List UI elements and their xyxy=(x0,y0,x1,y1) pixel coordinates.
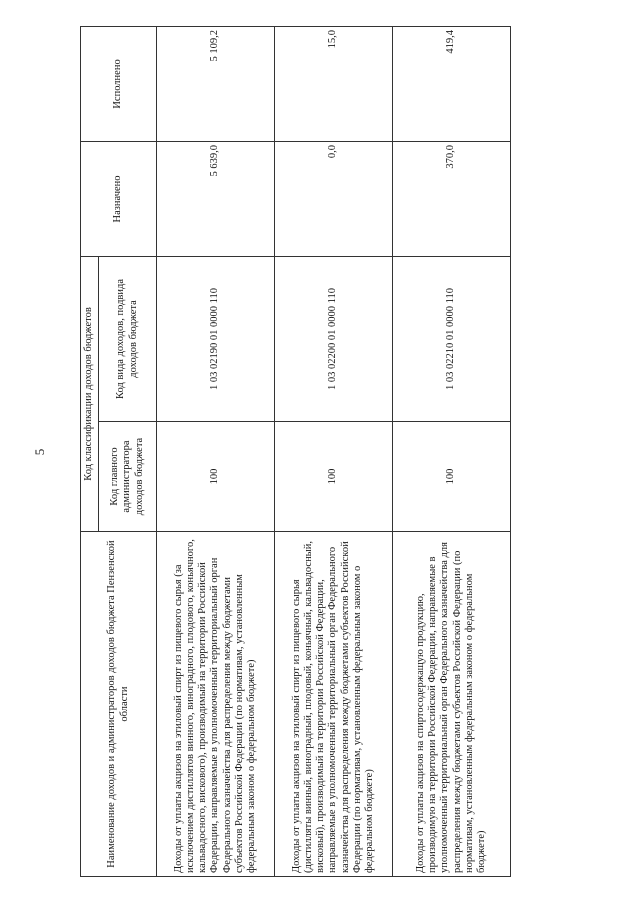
row-income-code: 1 03 02200 01 0000 110 xyxy=(275,256,393,421)
header-executed: Исполнено xyxy=(81,26,157,141)
header-admin-code: Код главного администратора доходов бюджета xyxy=(99,422,157,532)
budget-revenue-table xyxy=(80,26,511,877)
table-row xyxy=(275,26,393,876)
table-row xyxy=(157,26,275,876)
header-name: Наименование доходов и администраторов доходов бюджета Пензенской области xyxy=(81,532,157,877)
row-income-code: 1 03 02190 01 0000 110 xyxy=(157,256,275,421)
row-name: Доходы от уплаты акцизов на спиртосодержащую продукцию, производимую на территории Российской Федерации, направляемые в уполномоченный территориальный орган Федерального казначейства для распределения между бюджетами субъектов Российской Федерации (по нормативам, установленным федеральным законом о федеральном бюджете) xyxy=(393,532,511,877)
row-name: Доходы от уплаты акцизов на этиловый спирт из пищевого сырья (за исключением дистиллятов винного, виноградного, плодового, коньячного, кальвадосного, вискового), производимый на территории Российской Федерации, направляемые в уполномоченный территориальный орган Федерального казначейства для распределения между бюджетами субъектов Российской Федерации (по нормативам, установленным федеральным законом о федеральном бюджете) xyxy=(157,532,275,877)
row-assigned: 5 639,0 xyxy=(157,141,275,256)
row-income-code: 1 03 02210 01 0000 110 xyxy=(393,256,511,421)
header-code-group: Код классификации доходов бюджетов xyxy=(81,256,99,531)
row-executed: 419,4 xyxy=(393,26,511,141)
row-executed: 5 109,2 xyxy=(157,26,275,141)
rotated-table-frame xyxy=(80,27,510,877)
row-assigned: 370,0 xyxy=(393,141,511,256)
row-name: Доходы от уплаты акцизов на этиловый спирт из пищевого сырья (дистилляты винный, виноградный, плодовый, коньячный, кальвадосный, висковый), производимый на территории Российской Федерации, направляемые в уполномоченный территориальный орган Федерального казначейства для распределения между бюджетами субъектов Российской Федерации (по нормативам, установленным федеральным законом о федеральном бюджете) xyxy=(275,532,393,877)
row-assigned: 0,0 xyxy=(275,141,393,256)
page-number: 5 xyxy=(32,448,47,456)
header-assigned: Назначено xyxy=(81,141,157,256)
row-admin-code: 100 xyxy=(393,422,511,532)
table-row xyxy=(393,26,511,876)
row-executed: 15,0 xyxy=(275,26,393,141)
row-admin-code: 100 xyxy=(275,422,393,532)
header-income-code: Код вида доходов, подвида доходов бюджета xyxy=(99,256,157,421)
row-admin-code: 100 xyxy=(157,422,275,532)
